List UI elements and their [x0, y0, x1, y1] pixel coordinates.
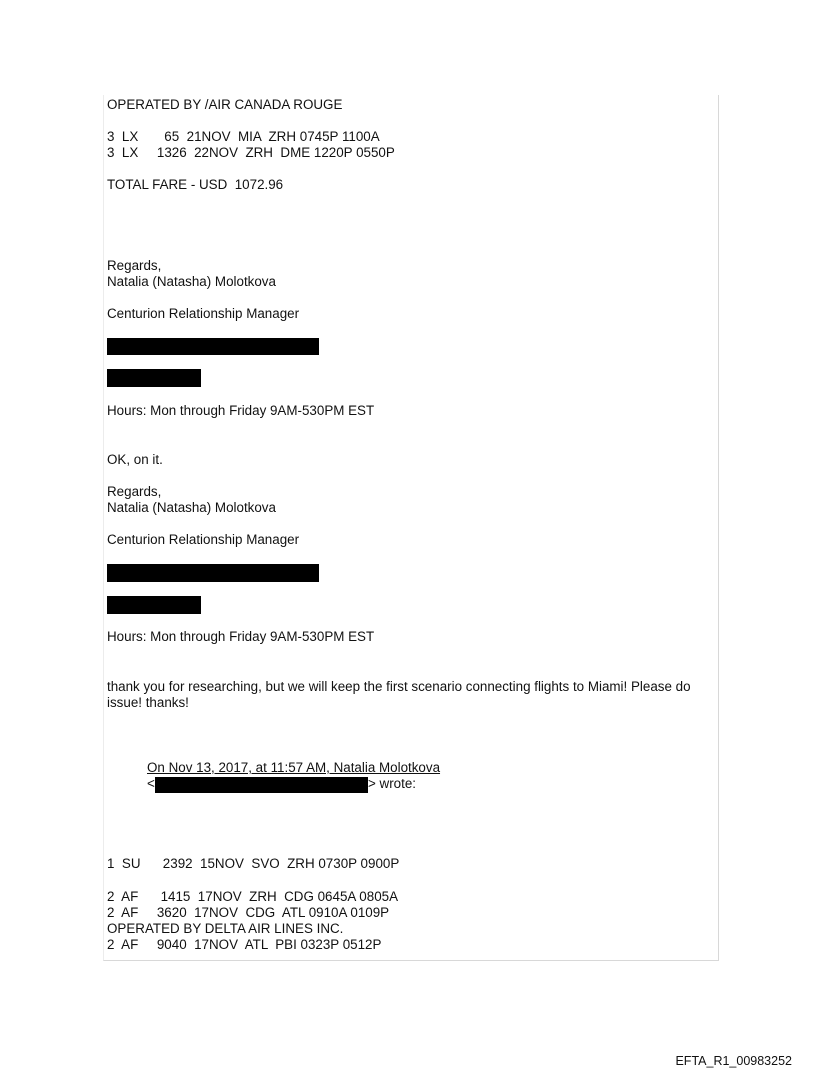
sender-title: Centurion Relationship Manager	[107, 532, 300, 547]
regards-text: Regards,	[107, 484, 162, 499]
redaction-bar	[107, 596, 201, 614]
total-fare: TOTAL FARE - USD 1072.96	[107, 177, 284, 192]
redaction-bar	[107, 564, 319, 582]
sender-name: Natalia (Natasha) Molotkova	[107, 274, 276, 289]
redaction-bar	[107, 338, 319, 355]
message-body: thank you for researching, but we will keep the first scenario connecting flights to Miami! Please do issue! thanks!	[107, 679, 691, 710]
itinerary-segment-af9040: 2 AF 9040 17NOV ATL PBI 0323P 0512P	[107, 937, 382, 952]
regards-text: Regards,	[107, 258, 162, 273]
itinerary-segment-af1415: 2 AF 1415 17NOV ZRH CDG 0645A 0805A	[107, 889, 399, 904]
redaction-bar	[107, 369, 201, 387]
itinerary-segment-su2392: 1 SU 2392 15NOV SVO ZRH 0730P 0900P	[107, 856, 400, 871]
redaction-bar	[155, 777, 368, 793]
office-hours: Hours: Mon through Friday 9AM-530PM EST	[107, 629, 375, 644]
quoted-email-open: <	[147, 776, 155, 791]
email-frame	[103, 95, 719, 961]
bates-number: EFTA_R1_00983252	[675, 1054, 792, 1068]
sender-title: Centurion Relationship Manager	[107, 306, 300, 321]
itinerary-segment-af3620: 2 AF 3620 17NOV CDG ATL 0910A 0109P	[107, 905, 390, 920]
quoted-header: On Nov 13, 2017, at 11:57 AM, Natalia Molotkova	[147, 760, 441, 775]
itinerary-segment-lx1326: 3 LX 1326 22NOV ZRH DME 1220P 0550P	[107, 145, 395, 160]
operated-by-line: OPERATED BY DELTA AIR LINES INC.	[107, 921, 344, 936]
itinerary-segment-lx65: 3 LX 65 21NOV MIA ZRH 0745P 1100A	[107, 129, 380, 144]
operated-by-line: OPERATED BY /AIR CANADA ROUGE	[107, 97, 343, 112]
quoted-wrote: > wrote:	[368, 776, 417, 791]
reply-text: OK, on it.	[107, 452, 163, 467]
sender-name: Natalia (Natasha) Molotkova	[107, 500, 276, 515]
office-hours: Hours: Mon through Friday 9AM-530PM EST	[107, 403, 375, 418]
